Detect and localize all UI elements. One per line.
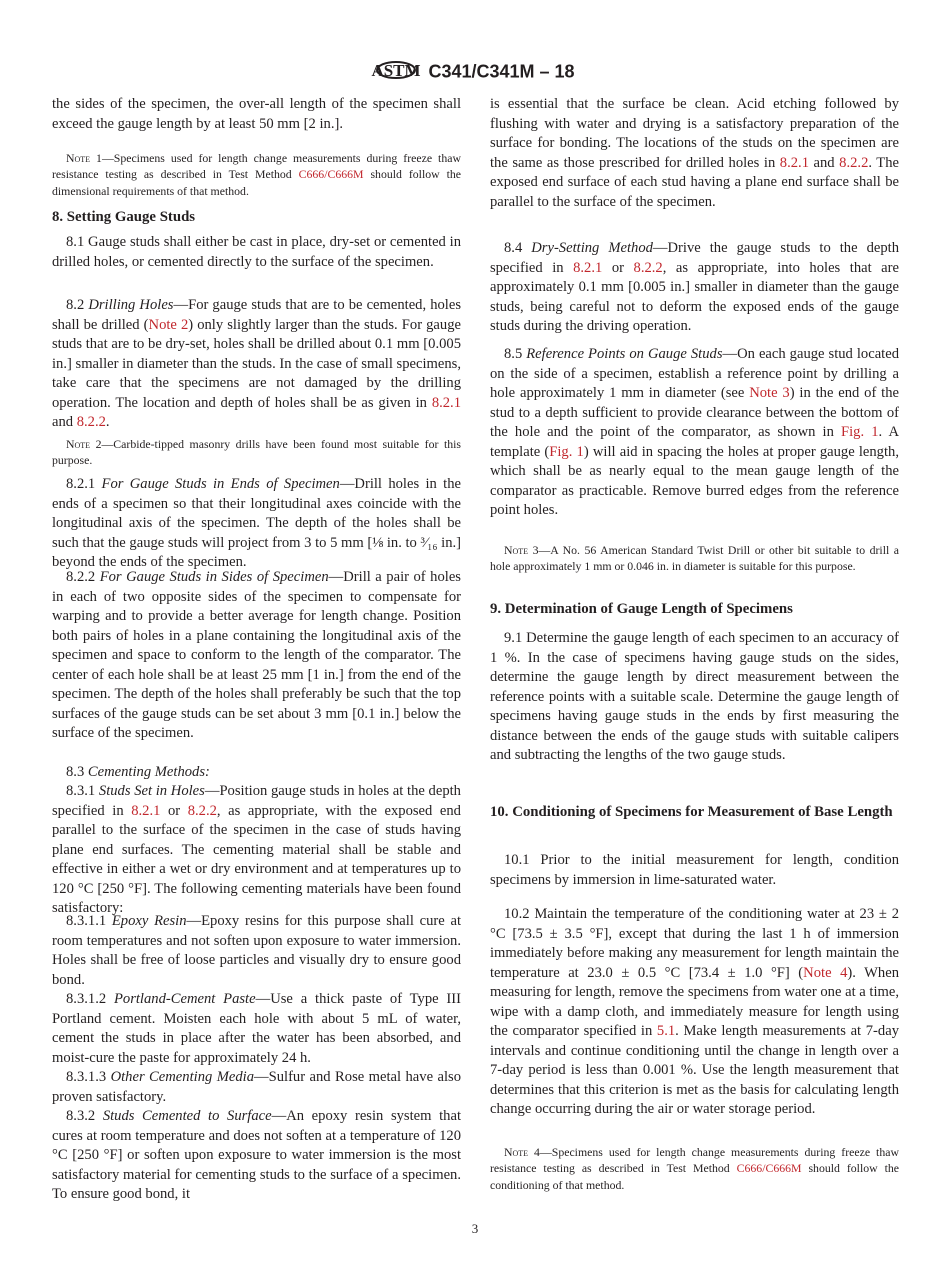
cross-reference-link[interactable]: C666/C666M [736, 1161, 802, 1176]
paragraph [52, 990, 461, 1068]
paragraph [490, 239, 899, 337]
text: 8.2 [66, 297, 89, 313]
page-number: 3 [471, 1221, 479, 1236]
paragraph-title: Drilling Holes [88, 297, 174, 313]
note-label: Note [504, 1145, 529, 1159]
text: , as appropriate, into holes that are approximately 0.1 mm [0.005 in.] smaller in diameter than the gauge studs, being careful not to deform the exposed ends of the gauge studs during the driving operation. [490, 259, 899, 334]
cross-reference-link[interactable]: 8.2.2 [633, 259, 663, 276]
paragraph-title: Dry-Setting Method [531, 240, 653, 256]
text: —Drive the gauge studs to the depth specified in [490, 240, 900, 276]
cross-reference-link[interactable]: 5.1 [656, 1023, 676, 1039]
text: —Use a thick paste of Type III Portland cement. Moisten each hole with about 5 mL of water, cement the studs in place after the water has been absorbed, and moist-cure the paste for approximately 24 h. [52, 991, 462, 1066]
note [52, 150, 461, 199]
text: 8.2.1 [66, 476, 102, 492]
text: 1—Specimens used for length change measurements during freeze thaw resistance testing as described in Test Method [52, 151, 461, 182]
text: 4—Specimens used for length change measurements during freeze thaw resistance testing as described in Test Method [490, 1145, 899, 1176]
text: ) will aid in spacing the holes at proper gauge length, which shall be as nearly equal to the mean gauge length of the comparator as practicable. Remove burred edges from the reference point holes. [490, 443, 899, 518]
page-header [0, 56, 950, 89]
paragraph-title: For Gauge Studs in Ends of Specimen [101, 476, 340, 492]
text: should follow the conditioning of that method. [490, 1161, 899, 1192]
text: should follow the dimensional requirements of that method. [52, 167, 461, 198]
paragraph [490, 905, 899, 1120]
paragraph [52, 1107, 461, 1205]
text: —Drill holes in the ends of a specimen so that their longitudinal axes coincide with the longitudinal axis of the specimen. The depth of the holes shall be such that the gauge studs will project from 3 to 5 mm [⅛ in. to ³⁄₁₆ in.] beyond the ends of the specimen. [52, 476, 461, 570]
paragraph [52, 763, 461, 783]
text: —Drill a pair of holes in each of two opposite sides of the specimen to compensate for warping and to provide a better average for length change. Position both pairs of holes in a plane containing the longitudinal axis of the specimen and space to conform to the length of the comparator. The center of each hole shall be at least 25 mm [1 in.] from the end of the specimen. The depth of the holes shall preferably be such that the top surfaces of the gauge studs can be set about 3 mm [0.1 in.] below the surface of the specimen. [52, 569, 461, 741]
document-title: C341/C341M – 18 [428, 61, 575, 82]
text: 8.3.1.2 [66, 991, 114, 1007]
text: . Make length measurements at 7-day intervals and continue conditioning until the change in length over a 7-day period is less than 0.001 %. Use the length measurement that determines that this criterion is met as the basis for calculating length change occurring during the air or water storage period. [490, 1023, 899, 1117]
note [490, 542, 899, 575]
text: ) only slightly larger than the studs. For gauge studs that are to be dry-set, holes shall be drilled about 0.1 mm [0.005 in.] smaller in diameter than the studs. In the case of small specimens, take care that the specimens are not damaged by the drilling operation. The location and depth of holes shall be as given in [52, 316, 461, 411]
text: , as appropriate, with the exposed end parallel to the surface of the specimen in the case of studs having plane end surfaces. The cementing material shall be stable and effective in either a wet or dry environment and at temperatures up to 120 °C [250 °F]. The following cementing materials have been found satisfactory: [52, 802, 461, 916]
cross-reference-link[interactable]: Note 3 [749, 385, 790, 401]
text: 10.1 Prior to the initial measurement for length, condition specimens by immersion in lime-saturated water. [490, 852, 899, 888]
text: ). When measuring for length, remove the specimens from water one at a time, wipe with a damp cloth, and immediately measure for length using the comparator specified in [490, 964, 899, 1039]
text: 9. Determination of Gauge Length of Specimens [490, 601, 793, 617]
text: 10.2 Maintain the temperature of the conditioning water at 23 ± 2 °C [73.5 ± 3.5 °F], except that during the last 1 h of immersion immediately before making any measurement for length maintain the temperature at 23.0 ± 0.5 °C [73.4 ± 1.0 °F] ( [490, 906, 899, 981]
cross-reference-link[interactable]: Note 2 [148, 316, 189, 333]
cross-reference-link[interactable]: 8.2.2 [187, 802, 217, 819]
text: and [808, 154, 840, 171]
paragraph-title: Cementing Methods: [87, 764, 210, 780]
note [490, 1144, 899, 1193]
text: 9.1 Determine the gauge length of each specimen to an accuracy of 1 %. In the case of specimens having gauge studs on the sides, determine the gauge length by direct measurement between the reference points with a suitable scale. Determine the gauge length of specimens having gauge studs in the ends by first measuring the distance between the ends of the gauge studs with suitable calipers and subtracting the lengths of the two gauge studs. [490, 630, 899, 763]
paragraph-title: Studs Cemented to Surface [102, 1108, 272, 1124]
text: the sides of the specimen, the over-all length of the specimen shall exceed the gauge length by at least 50 mm [2 in.]. [52, 96, 461, 132]
note-label: Note [66, 151, 91, 165]
text: 2—Carbide-tipped masonry drills have been found most suitable for this purpose. [52, 437, 461, 468]
note-label: Note [504, 543, 529, 557]
paragraph [52, 912, 461, 990]
paragraph [52, 782, 461, 919]
cross-reference-link[interactable]: 8.2.2 [76, 414, 106, 430]
note [52, 436, 461, 469]
paragraph [52, 475, 461, 573]
text: or [602, 259, 634, 276]
text: is essential that the surface be clean. Acid etching followed by flushing with water and drying is a satisfactory preparation of the surface for bonding. The locations of the studs on the specimen are the same as those prescribed for drilled holes in [490, 96, 899, 171]
text: 8.2.2 [66, 569, 100, 585]
paragraph [52, 568, 461, 744]
text: 3—A No. 56 American Standard Twist Drill or other bit suitable to drill a hole approximately 1 mm or 0.046 in. in diameter is suitable for this purpose. [490, 543, 899, 574]
cross-reference-link[interactable]: 8.2.1 [131, 802, 161, 819]
cross-reference-link[interactable]: 8.2.1 [573, 259, 603, 276]
note-label: Note [66, 437, 91, 451]
text: —Sulfur and Rose metal have also proven satisfactory. [52, 1069, 462, 1105]
cross-reference-link[interactable]: Fig. 1 [549, 443, 584, 460]
text: 8.3.2 [66, 1108, 103, 1124]
text: 8.5 [504, 346, 527, 362]
paragraph [490, 345, 899, 521]
section-heading [52, 207, 461, 227]
cross-reference-link[interactable]: Note 4 [803, 964, 848, 981]
paragraph-title: Other Cementing Media [110, 1069, 255, 1085]
paragraph [490, 95, 899, 212]
text: —On each gauge stud located on the side of a specimen, establish a reference point by drilling a hole approximately 1 mm in diameter (see [490, 346, 899, 401]
paragraph-title: Portland-Cement Paste [113, 991, 256, 1007]
cross-reference-link[interactable]: 8.2.1 [431, 394, 461, 411]
paragraph-title: Epoxy Resin [111, 913, 187, 929]
text: —An epoxy resin system that cures at room temperature and does not soften at a temperature of 120 °C [250 °F] or soften upon exposure to water immersion is the most satisfactory material for cementing studs to the surface of a specimen. To ensure good bond, it [52, 1108, 461, 1202]
text: —Epoxy resins for this purpose shall cure at room temperatures and not soften upon exposure to water immersion. Holes shall be free of loose particles and visually dry to ensure good bond. [52, 913, 462, 988]
text: . A template ( [490, 424, 900, 460]
paragraph [52, 1068, 461, 1107]
paragraph [490, 629, 899, 766]
cross-reference-link[interactable]: C666/C666M [298, 167, 364, 182]
paragraph [52, 233, 461, 272]
cross-reference-link[interactable]: 8.2.2 [839, 154, 869, 171]
paragraph-title: Reference Points on Gauge Studs [526, 346, 723, 362]
text: 8.4 [504, 240, 532, 256]
paragraph [52, 296, 461, 433]
paragraph [52, 95, 461, 134]
cross-reference-link[interactable]: 8.2.1 [779, 154, 809, 171]
section-heading [490, 599, 899, 619]
text: and [52, 414, 77, 430]
text: 10. Conditioning of Specimens for Measurement of Base Length [490, 804, 893, 820]
cross-reference-link[interactable]: Fig. 1 [841, 424, 879, 440]
text: or [160, 802, 188, 819]
text: 8. Setting Gauge Studs [52, 209, 196, 225]
astm-logo-icon [371, 56, 421, 89]
text: 8.3.1 [66, 783, 99, 799]
paragraph [490, 851, 899, 890]
paragraph-title: For Gauge Studs in Sides of Specimen [99, 569, 329, 585]
text: 8.3.1.1 [66, 913, 112, 929]
text: . The exposed end surface of each stud having a plane end surface shall be parallel to the surface of the specimen. [490, 154, 899, 210]
text: 8.1 Gauge studs shall either be cast in place, dry-set or cemented in drilled holes, or cemented directly to the surface of the specimen. [52, 234, 461, 270]
text: 8.3.1.3 [66, 1069, 111, 1085]
paragraph-title: Studs Set in Holes [98, 783, 205, 799]
text: 8.3 [66, 764, 88, 780]
svg-text:ASTM: ASTM [371, 61, 421, 80]
text: —For gauge studs that are to be cemented, holes shall be drilled ( [52, 297, 462, 333]
text: ) in the end of the stud to a depth sufficient to provide clearance between the bottom of the hole and the point of the comparator, as shown in [490, 385, 899, 440]
text: —Position gauge studs in holes at the depth specified in [52, 783, 461, 819]
section-heading [490, 802, 899, 822]
text: . [105, 414, 110, 430]
